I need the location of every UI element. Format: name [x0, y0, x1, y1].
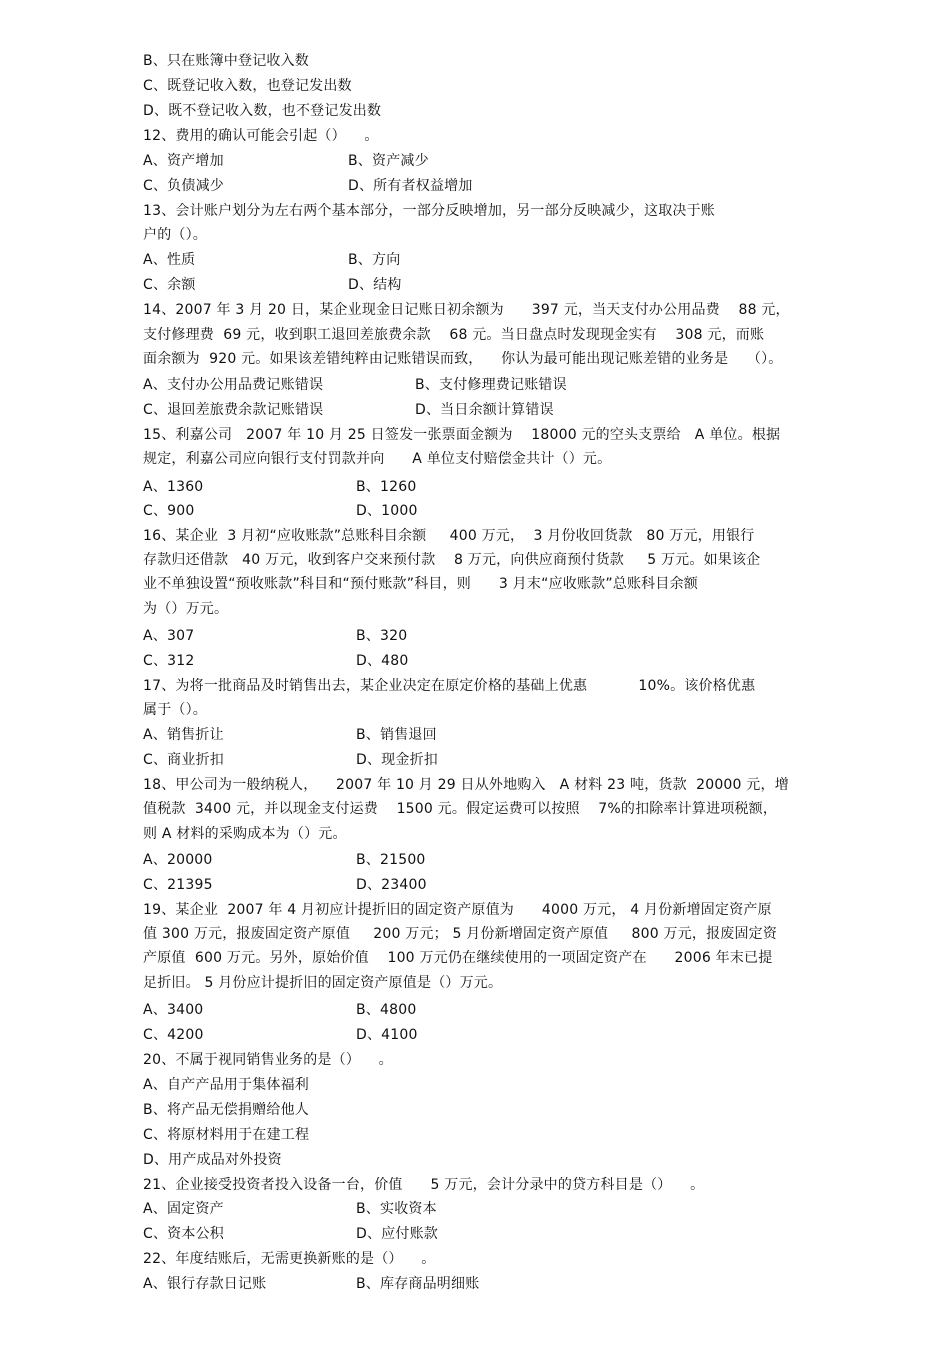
line-text: 存款归还借款 40 万元，收到客户交来预付款 8 万元，向供应商预付货款 5 万元。如果该企	[143, 552, 761, 568]
line-text: A、销售折让	[143, 727, 224, 743]
text-line	[143, 974, 502, 992]
line-text: 18、甲公司为一般纳税人， 2007 年 10 月 29 日从外地购入 A 材料 23 吨，货款 20000 元，增	[143, 777, 789, 793]
text-line	[143, 1176, 704, 1194]
text-line	[143, 1051, 393, 1069]
text-line	[143, 800, 777, 818]
line-text: 为（）万元。	[143, 601, 229, 617]
text-line	[143, 251, 401, 269]
line-text: A、3400	[143, 1002, 204, 1018]
text-line	[143, 1126, 309, 1144]
text-line	[143, 627, 408, 645]
text-line	[143, 127, 379, 145]
text-line	[143, 551, 760, 569]
line-text: C、退回差旅费余款记账错误	[143, 402, 324, 418]
line-text: A、性质	[143, 252, 196, 268]
text-line	[143, 1101, 309, 1119]
line-text: 值税款 3400 元，并以现金支付运费 1500 元。假定运费可以按照 7%的扣除率计算进项税额，	[143, 801, 778, 817]
option-text: D、480	[356, 653, 409, 669]
text-line	[143, 1001, 417, 1019]
line-text: 支付修理费 69 元，收到职工退回差旅费余款 68 元。当日盘点时发现现金实有 308 元，而账	[143, 327, 765, 343]
text-line	[143, 677, 755, 695]
option-text: B、320	[356, 628, 408, 644]
line-text: 值 300 万元，报废固定资产原值 200 万元； 5 月份新增固定资产原值 800 万元，报废固定资	[143, 926, 778, 942]
option-text: B、支付修理费记账错误	[415, 377, 567, 393]
text-line	[143, 301, 790, 319]
text-line	[143, 450, 611, 468]
line-text: B、只在账簿中登记收入数	[143, 53, 310, 69]
option-text: B、4800	[356, 1002, 417, 1018]
option-text: B、1260	[356, 479, 417, 495]
line-text: A、固定资产	[143, 1201, 224, 1217]
option-text: B、资产减少	[348, 153, 429, 169]
line-text: 则 A 材料的采购成本为（）元。	[143, 826, 347, 842]
text-line	[143, 1275, 480, 1293]
text-line	[143, 949, 772, 967]
line-text: 面余额为 920 元。如果该差错纯粹由记账错误而致， 你认为最可能出现记账差错的业务是 （）。	[143, 351, 783, 367]
text-line	[143, 575, 698, 593]
text-line	[143, 102, 381, 120]
text-line	[143, 701, 207, 719]
option-text: D、1000	[356, 503, 418, 519]
line-text: A、支付办公用品费记账错误	[143, 377, 324, 393]
text-line	[143, 901, 772, 919]
line-text: 业不单独设置“预收账款”科目和“预付账款”科目，则 3 月末“应收账款”总账科目余额	[143, 576, 698, 592]
text-line	[143, 350, 782, 368]
text-line	[143, 925, 777, 943]
line-text: 20、不属于视同销售业务的是（） 。	[143, 1052, 393, 1068]
text-line	[143, 276, 402, 294]
line-text: A、银行存款日记账	[143, 1276, 267, 1292]
text-line	[143, 376, 567, 394]
text-line	[143, 825, 347, 843]
text-line	[143, 226, 207, 244]
line-text: C、负债减少	[143, 178, 224, 194]
line-text: 14、2007 年 3 月 20 日，某企业现金日记账日初余额为 397 元，当天支付办公用品费 88 元，	[143, 302, 790, 318]
text-line	[143, 426, 780, 444]
text-line	[143, 502, 418, 520]
text-line	[143, 1026, 418, 1044]
line-text: C、将原材料用于在建工程	[143, 1127, 310, 1143]
line-text: 19、某企业 2007 年 4 月初应计提折旧的固定资产原值为 4000 万元， 4 月份新增固定资产原	[143, 902, 772, 918]
line-text: A、资产增加	[143, 153, 224, 169]
text-line	[143, 401, 554, 419]
option-text: D、4100	[356, 1027, 418, 1043]
line-text: C、余额	[143, 277, 196, 293]
text-line	[143, 1200, 437, 1218]
text-line	[143, 202, 715, 220]
text-line	[143, 726, 437, 744]
option-text: D、23400	[356, 877, 427, 893]
line-text: 规定，利嘉公司应向银行支付罚款并向 A 单位支付赔偿金共计（）元。	[143, 451, 612, 467]
option-text: B、实收资本	[356, 1201, 437, 1217]
option-text: D、结构	[348, 277, 402, 293]
text-line	[143, 1225, 438, 1243]
line-text: A、20000	[143, 852, 213, 868]
line-text: B、将产品无偿捐赠给他人	[143, 1102, 310, 1118]
text-line	[143, 77, 352, 95]
text-line	[143, 478, 417, 496]
line-text: 12、费用的确认可能会引起（） 。	[143, 128, 379, 144]
option-text: D、现金折扣	[356, 752, 438, 768]
line-text: 产原值 600 万元。另外，原始价值 100 万元仍在继续使用的一项固定资产在 2006 年末已提	[143, 950, 773, 966]
line-text: 足折旧。 5 月份应计提折旧的固定资产原值是（）万元。	[143, 975, 503, 991]
line-text: 22、年度结账后，无需更换新账的是（） 。	[143, 1251, 436, 1267]
line-text: 属于（）。	[143, 702, 207, 718]
line-text: 16、某企业 3 月初“应收账款”总账科目余额 400 万元， 3 月份收回货款 80 万元，用银行	[143, 528, 755, 544]
line-text: 21、企业接受投资者投入设备一台，价值 5 万元，会计分录中的贷方科目是（） 。	[143, 1177, 705, 1193]
line-text: 户的（）。	[143, 227, 207, 243]
text-line	[143, 851, 426, 869]
text-line	[143, 652, 409, 670]
line-text: 15、利嘉公司 2007 年 10 月 25 日签发一张票面金额为 18000 元的空头支票给 A 单位。根据	[143, 427, 781, 443]
text-line	[143, 751, 438, 769]
text-line	[143, 177, 473, 195]
text-line	[143, 52, 309, 70]
option-text: B、销售退回	[356, 727, 437, 743]
line-text: C、资本公积	[143, 1226, 224, 1242]
line-text: A、自产产品用于集体福利	[143, 1077, 309, 1093]
line-text: C、312	[143, 653, 195, 669]
line-text: C、4200	[143, 1027, 204, 1043]
option-text: D、当日余额计算错误	[415, 402, 554, 418]
line-text: 17、为将一批商品及时销售出去，某企业决定在原定价格的基础上优惠 10%。该价格优惠	[143, 678, 756, 694]
text-line	[143, 326, 764, 344]
text-line	[143, 527, 754, 545]
line-text: A、307	[143, 628, 195, 644]
line-text: D、既不登记收入数，也不登记发出数	[143, 103, 382, 119]
option-text: B、库存商品明细账	[356, 1276, 480, 1292]
line-text: C、既登记收入数，也登记发出数	[143, 78, 352, 94]
line-text: C、21395	[143, 877, 213, 893]
line-text: C、商业折扣	[143, 752, 224, 768]
option-text: B、21500	[356, 852, 426, 868]
option-text: B、方向	[348, 252, 401, 268]
line-text: C、900	[143, 503, 195, 519]
line-text: D、用产成品对外投资	[143, 1152, 282, 1168]
text-line	[143, 1076, 309, 1094]
text-line	[143, 1250, 435, 1268]
text-line	[143, 1151, 282, 1169]
text-line	[143, 876, 427, 894]
line-text: 13、会计账户划分为左右两个基本部分，一部分反映增加，另一部分反映减少，这取决于账	[143, 203, 716, 219]
line-text: A、1360	[143, 479, 204, 495]
text-line	[143, 600, 228, 618]
option-text: D、所有者权益增加	[348, 178, 473, 194]
text-line	[143, 152, 429, 170]
option-text: D、应付账款	[356, 1226, 438, 1242]
text-line	[143, 776, 789, 794]
